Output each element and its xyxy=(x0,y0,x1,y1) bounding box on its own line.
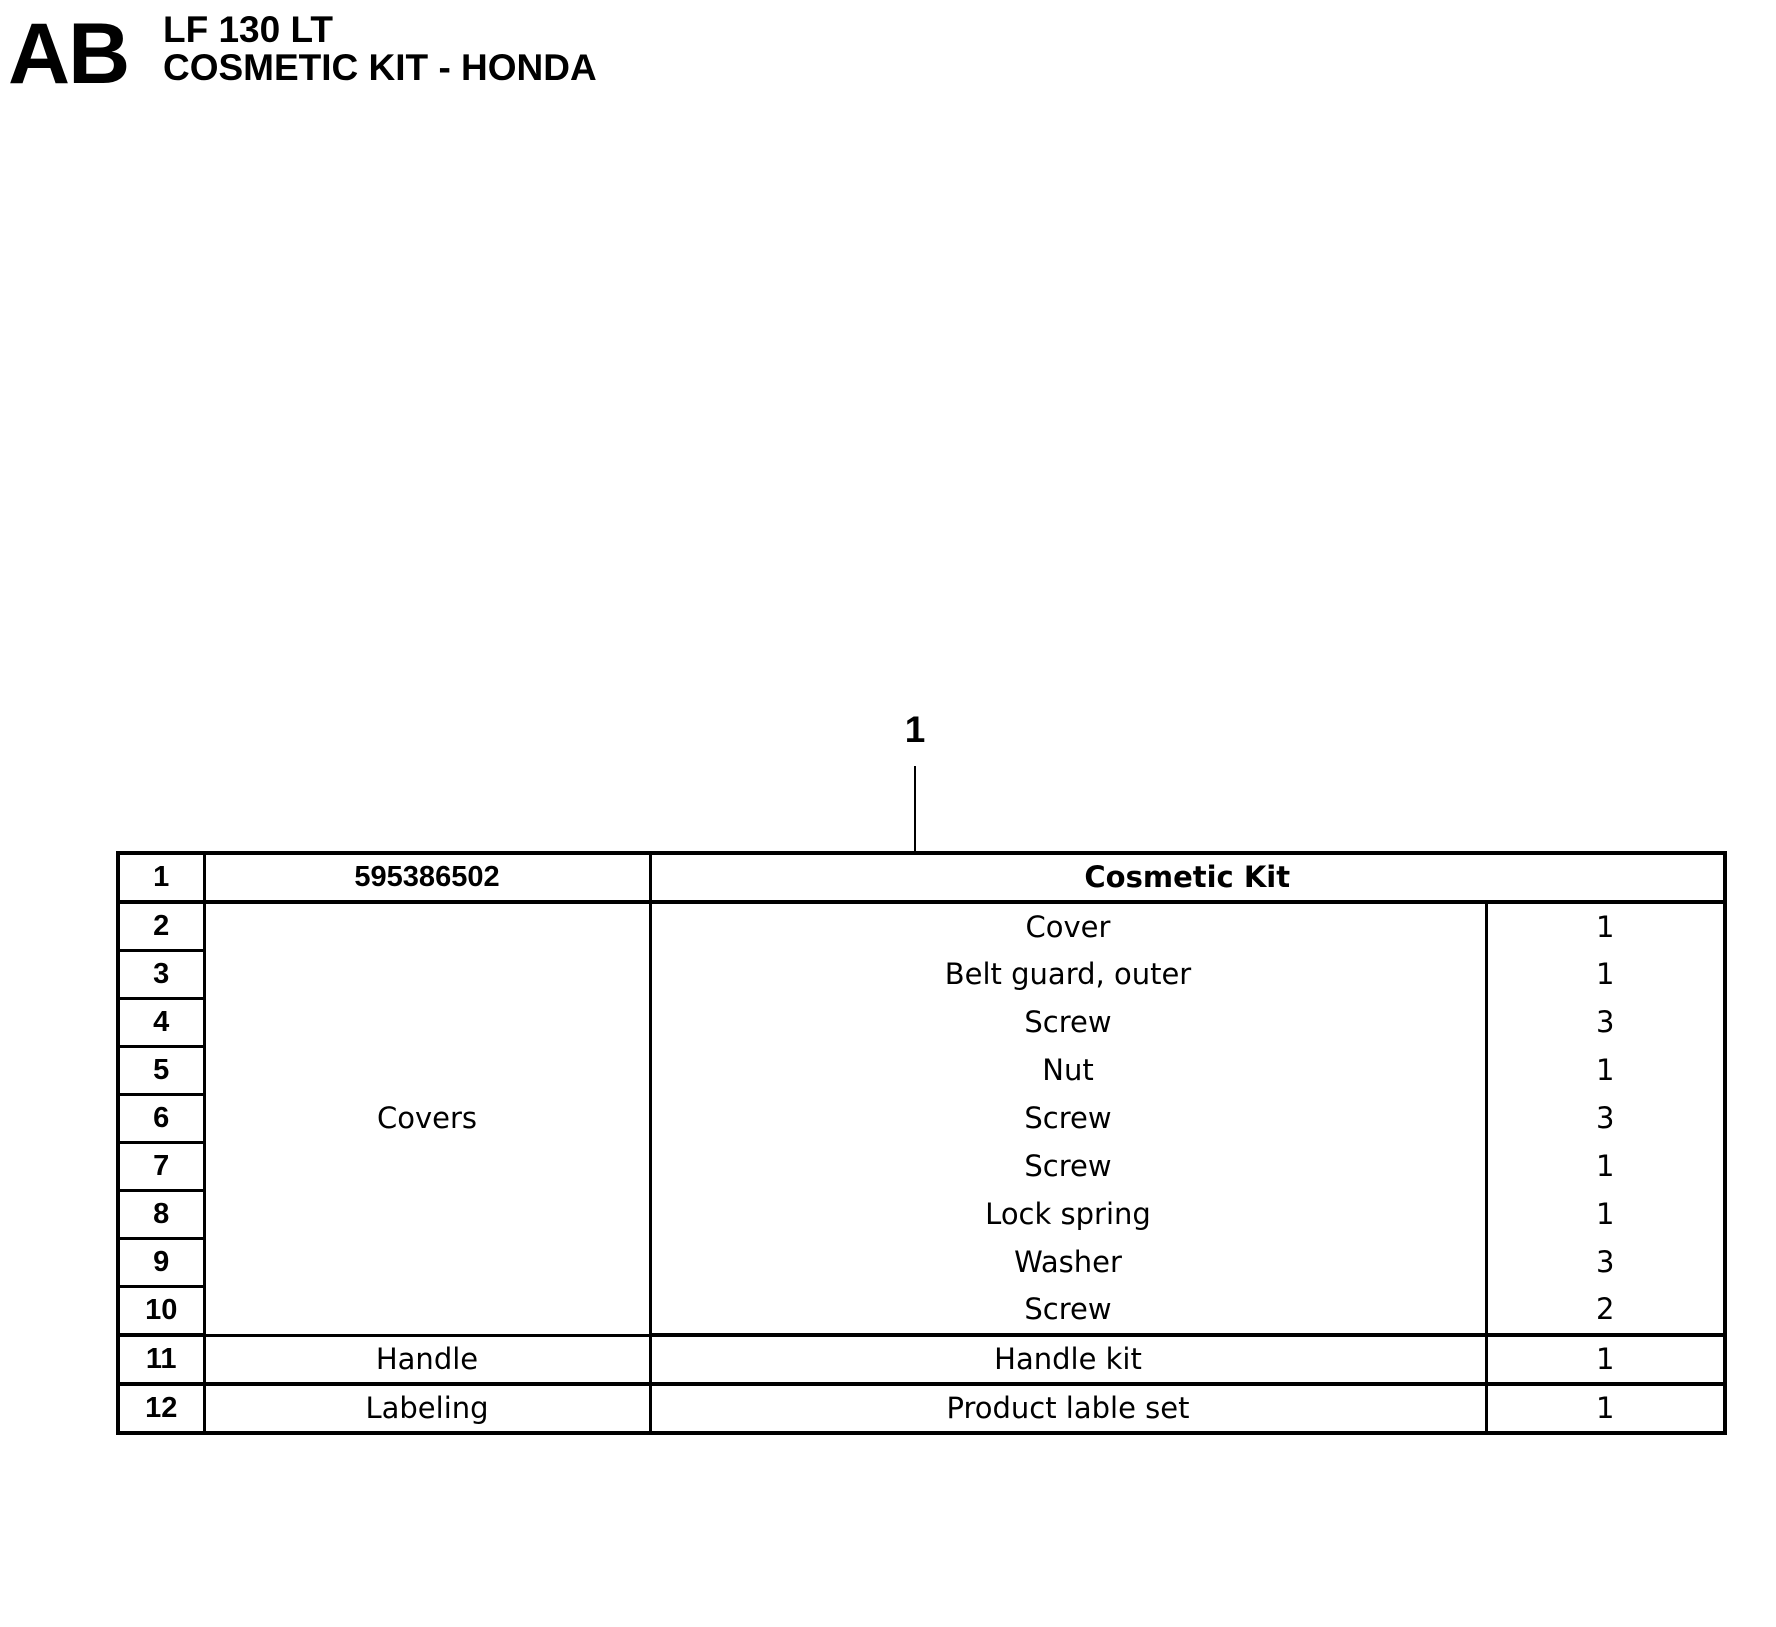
part-quantity: 3 xyxy=(1486,1239,1725,1287)
row-number: 7 xyxy=(118,1143,204,1191)
kit-row-number: 1 xyxy=(118,853,204,902)
group-name: Handle xyxy=(204,1335,650,1384)
row-number: 9 xyxy=(118,1239,204,1287)
page-title: COSMETIC KIT - HONDA xyxy=(163,47,597,88)
row-number: 8 xyxy=(118,1191,204,1239)
kit-row xyxy=(118,853,1725,902)
part-quantity: 3 xyxy=(1486,1095,1725,1143)
table-row xyxy=(118,902,1725,951)
part-description: Screw xyxy=(650,1143,1486,1191)
part-description: Lock spring xyxy=(650,1191,1486,1239)
row-number: 2 xyxy=(118,902,204,951)
parts-table xyxy=(116,851,1727,1435)
row-number: 5 xyxy=(118,1047,204,1095)
part-quantity: 3 xyxy=(1486,999,1725,1047)
part-quantity: 1 xyxy=(1486,902,1725,951)
row-number: 6 xyxy=(118,1095,204,1143)
part-quantity: 1 xyxy=(1486,1047,1725,1095)
parts-table-body xyxy=(118,853,1725,1433)
table-row xyxy=(118,1335,1725,1384)
kit-description: Cosmetic Kit xyxy=(650,853,1725,902)
part-quantity: 2 xyxy=(1486,1287,1725,1336)
part-description: Screw xyxy=(650,1287,1486,1336)
table-row xyxy=(118,1384,1725,1433)
part-quantity: 1 xyxy=(1486,951,1725,999)
row-number: 4 xyxy=(118,999,204,1047)
part-description: Handle kit xyxy=(650,1335,1486,1384)
group-name: Labeling xyxy=(204,1384,650,1433)
part-description: Belt guard, outer xyxy=(650,951,1486,999)
part-description: Washer xyxy=(650,1239,1486,1287)
part-quantity: 1 xyxy=(1486,1143,1725,1191)
part-description: Screw xyxy=(650,999,1486,1047)
row-number: 3 xyxy=(118,951,204,999)
row-number: 10 xyxy=(118,1287,204,1336)
part-quantity: 1 xyxy=(1486,1384,1725,1433)
part-description: Cover xyxy=(650,902,1486,951)
kit-part-number: 595386502 xyxy=(204,853,650,902)
part-quantity: 1 xyxy=(1486,1191,1725,1239)
row-number: 12 xyxy=(118,1384,204,1433)
part-description: Product lable set xyxy=(650,1384,1486,1433)
part-description: Nut xyxy=(650,1047,1486,1095)
section-code: AB xyxy=(8,6,129,102)
model-name: LF 130 LT xyxy=(163,9,333,50)
callout-leader-line xyxy=(914,766,916,852)
row-number: 11 xyxy=(118,1335,204,1384)
part-quantity: 1 xyxy=(1486,1335,1725,1384)
part-description: Screw xyxy=(650,1095,1486,1143)
group-name: Covers xyxy=(204,902,650,1335)
callout-number: 1 xyxy=(904,709,926,750)
